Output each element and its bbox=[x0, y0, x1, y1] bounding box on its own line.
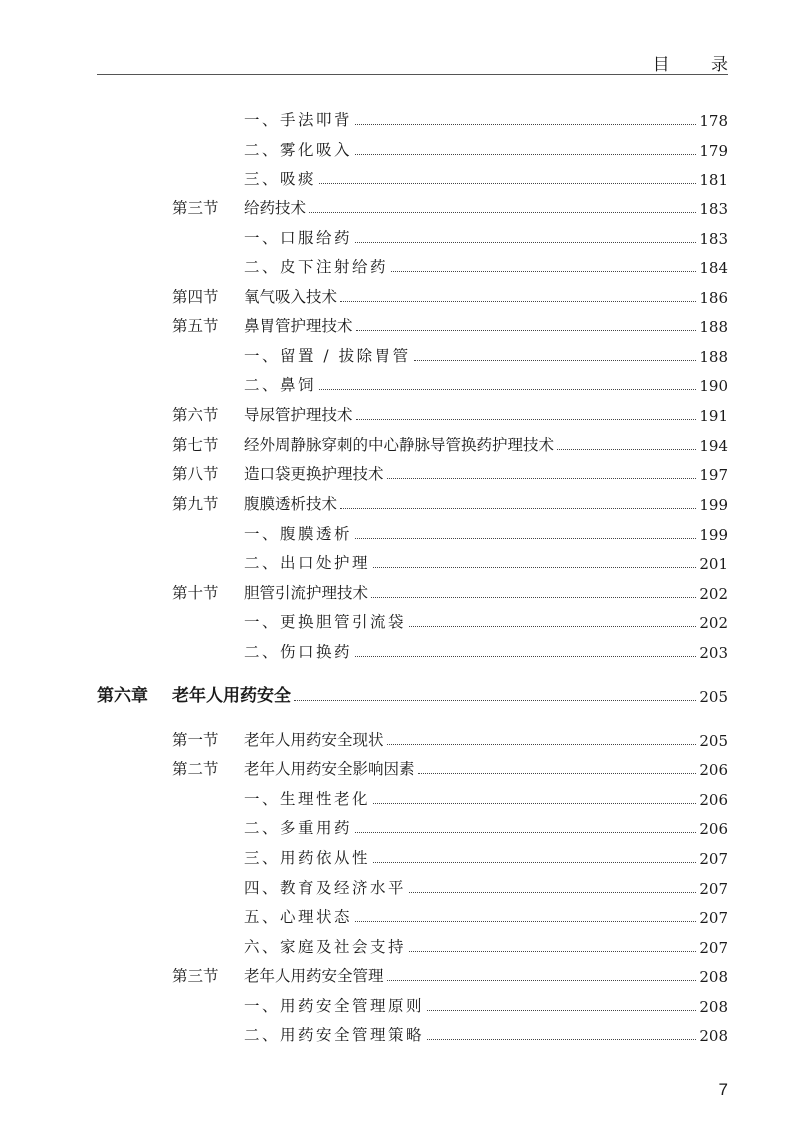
dot-leader bbox=[355, 656, 696, 657]
entry-page-number: 191 bbox=[699, 407, 728, 425]
entry-title: 一、用药安全管理原则 bbox=[244, 997, 425, 1015]
toc-item-row[interactable] bbox=[0, 846, 800, 870]
entry-page-number: 186 bbox=[699, 289, 728, 307]
entry-page-number: 188 bbox=[699, 318, 728, 336]
entry-title: 三、用药依从性 bbox=[244, 849, 371, 867]
entry-title: 五、心理状态 bbox=[244, 908, 353, 926]
dot-leader bbox=[373, 567, 696, 568]
toc-chapter-row[interactable] bbox=[0, 684, 800, 708]
toc-section-row[interactable] bbox=[0, 196, 800, 220]
entry-title: 一、口服给药 bbox=[244, 229, 353, 247]
toc-item-row[interactable] bbox=[0, 373, 800, 397]
dot-leader bbox=[427, 1010, 696, 1011]
entry-title: 老年人用药安全现状 bbox=[244, 731, 384, 749]
entry-title: 老年人用药安全影响因素 bbox=[244, 760, 415, 778]
entry-title: 腹膜透析技术 bbox=[244, 495, 338, 513]
entry-page-number: 181 bbox=[699, 171, 728, 189]
toc-section-row[interactable] bbox=[0, 462, 800, 486]
dot-leader bbox=[355, 124, 696, 125]
toc-item-row[interactable] bbox=[0, 905, 800, 929]
entry-title: 二、用药安全管理策略 bbox=[244, 1026, 425, 1044]
dot-leader bbox=[414, 360, 697, 361]
section-label: 第八节 bbox=[172, 465, 219, 483]
dot-leader bbox=[355, 921, 696, 922]
dot-leader bbox=[340, 508, 696, 509]
toc-item-row[interactable] bbox=[0, 640, 800, 664]
entry-title: 氧气吸入技术 bbox=[244, 288, 338, 306]
entry-page-number: 199 bbox=[699, 496, 728, 514]
entry-page-number: 202 bbox=[699, 585, 728, 603]
header-rule bbox=[97, 74, 728, 75]
entry-page-number: 184 bbox=[699, 259, 728, 277]
entry-page-number: 205 bbox=[699, 688, 728, 706]
entry-title: 四、教育及经济水平 bbox=[244, 879, 407, 897]
toc-item-row[interactable] bbox=[0, 1023, 800, 1047]
dot-leader bbox=[356, 419, 697, 420]
entry-page-number: 190 bbox=[699, 377, 728, 395]
running-header: 目 录 bbox=[652, 55, 746, 75]
entry-page-number: 207 bbox=[699, 850, 728, 868]
entry-page-number: 205 bbox=[699, 732, 728, 750]
entry-title: 胆管引流护理技术 bbox=[244, 584, 369, 602]
dot-leader bbox=[409, 892, 696, 893]
dot-leader bbox=[355, 832, 696, 833]
entry-page-number: 208 bbox=[699, 998, 728, 1016]
entry-title: 老年人用药安全 bbox=[172, 686, 291, 706]
toc-item-row[interactable] bbox=[0, 551, 800, 575]
entry-title: 二、皮下注射给药 bbox=[244, 258, 389, 276]
section-label: 第六节 bbox=[172, 406, 219, 424]
entry-page-number: 199 bbox=[699, 526, 728, 544]
entry-page-number: 201 bbox=[699, 555, 728, 573]
section-label: 第三节 bbox=[172, 199, 219, 217]
entry-title: 二、雾化吸入 bbox=[244, 141, 353, 159]
section-label: 第四节 bbox=[172, 288, 219, 306]
entry-title: 一、腹膜透析 bbox=[244, 525, 353, 543]
dot-leader bbox=[373, 862, 696, 863]
entry-page-number: 183 bbox=[699, 200, 728, 218]
entry-title: 一、手法叩背 bbox=[244, 111, 353, 129]
dot-leader bbox=[319, 183, 696, 184]
toc-item-row[interactable] bbox=[0, 610, 800, 634]
entry-title: 给药技术 bbox=[244, 199, 307, 217]
entry-page-number: 179 bbox=[699, 142, 728, 160]
page-number: 7 bbox=[718, 1080, 728, 1099]
entry-title: 经外周静脉穿刺的中心静脉导管换药护理技术 bbox=[244, 436, 555, 454]
entry-page-number: 206 bbox=[699, 761, 728, 779]
entry-page-number: 208 bbox=[699, 968, 728, 986]
entry-page-number: 207 bbox=[699, 909, 728, 927]
dot-leader bbox=[309, 212, 696, 213]
section-label: 第二节 bbox=[172, 760, 219, 778]
entry-page-number: 197 bbox=[699, 466, 728, 484]
section-label: 第十节 bbox=[172, 584, 219, 602]
toc-section-row[interactable] bbox=[0, 285, 800, 309]
dot-leader bbox=[355, 242, 696, 243]
dot-leader bbox=[391, 271, 696, 272]
entry-title: 六、家庭及社会支持 bbox=[244, 938, 407, 956]
dot-leader bbox=[387, 980, 697, 981]
dot-leader bbox=[340, 301, 696, 302]
entry-page-number: 206 bbox=[699, 820, 728, 838]
entry-title: 鼻胃管护理技术 bbox=[244, 317, 353, 335]
toc-item-row[interactable] bbox=[0, 876, 800, 900]
toc-item-row[interactable] bbox=[0, 138, 800, 162]
dot-leader bbox=[409, 951, 696, 952]
entry-title: 导尿管护理技术 bbox=[244, 406, 353, 424]
section-label: 第七节 bbox=[172, 436, 219, 454]
entry-title: 造口袋更换护理技术 bbox=[244, 465, 384, 483]
section-label: 第五节 bbox=[172, 317, 219, 335]
toc-section-row[interactable] bbox=[0, 728, 800, 752]
toc-section-row[interactable] bbox=[0, 403, 800, 427]
toc-item-row[interactable] bbox=[0, 787, 800, 811]
entry-page-number: 207 bbox=[699, 939, 728, 957]
toc-section-row[interactable] bbox=[0, 964, 800, 988]
entry-page-number: 194 bbox=[699, 437, 728, 455]
entry-title: 一、生理性老化 bbox=[244, 790, 371, 808]
toc-item-row[interactable] bbox=[0, 522, 800, 546]
dot-leader bbox=[371, 597, 696, 598]
entry-title: 一、更换胆管引流袋 bbox=[244, 613, 407, 631]
entry-title: 一、留置 / 拔除胃管 bbox=[244, 347, 411, 365]
toc-item-row[interactable] bbox=[0, 226, 800, 250]
entry-title: 二、鼻饲 bbox=[244, 376, 317, 394]
dot-leader bbox=[427, 1039, 696, 1040]
section-label: 第九节 bbox=[172, 495, 219, 513]
entry-page-number: 207 bbox=[699, 880, 728, 898]
dot-leader bbox=[387, 744, 697, 745]
entry-page-number: 183 bbox=[699, 230, 728, 248]
toc-section-row[interactable] bbox=[0, 314, 800, 338]
dot-leader bbox=[294, 700, 696, 701]
dot-leader bbox=[409, 626, 696, 627]
toc-item-row[interactable] bbox=[0, 255, 800, 279]
entry-page-number: 203 bbox=[699, 644, 728, 662]
entry-title: 三、吸痰 bbox=[244, 170, 317, 188]
entry-page-number: 178 bbox=[699, 112, 728, 130]
toc-item-row[interactable] bbox=[0, 816, 800, 840]
entry-page-number: 208 bbox=[699, 1027, 728, 1045]
entry-title: 二、伤口换药 bbox=[244, 643, 353, 661]
entry-page-number: 206 bbox=[699, 791, 728, 809]
toc-item-row[interactable] bbox=[0, 167, 800, 191]
toc-item-row[interactable] bbox=[0, 935, 800, 959]
dot-leader bbox=[418, 773, 697, 774]
dot-leader bbox=[356, 330, 697, 331]
dot-leader bbox=[319, 389, 696, 390]
entry-title: 二、出口处护理 bbox=[244, 554, 371, 572]
toc-section-row[interactable] bbox=[0, 757, 800, 781]
dot-leader bbox=[355, 538, 696, 539]
toc-section-row[interactable] bbox=[0, 492, 800, 516]
entry-title: 二、多重用药 bbox=[244, 819, 353, 837]
toc-item-row[interactable] bbox=[0, 344, 800, 368]
entry-page-number: 202 bbox=[699, 614, 728, 632]
dot-leader bbox=[355, 154, 696, 155]
dot-leader bbox=[387, 478, 697, 479]
toc-item-row[interactable] bbox=[0, 994, 800, 1018]
chapter-label: 第六章 bbox=[97, 686, 148, 706]
toc-section-row[interactable] bbox=[0, 433, 800, 457]
dot-leader bbox=[373, 803, 696, 804]
section-label: 第一节 bbox=[172, 731, 219, 749]
dot-leader bbox=[557, 449, 696, 450]
entry-page-number: 188 bbox=[699, 348, 728, 366]
section-label: 第三节 bbox=[172, 967, 219, 985]
toc-section-row[interactable] bbox=[0, 581, 800, 605]
entry-title: 老年人用药安全管理 bbox=[244, 967, 384, 985]
toc-item-row[interactable] bbox=[0, 108, 800, 132]
